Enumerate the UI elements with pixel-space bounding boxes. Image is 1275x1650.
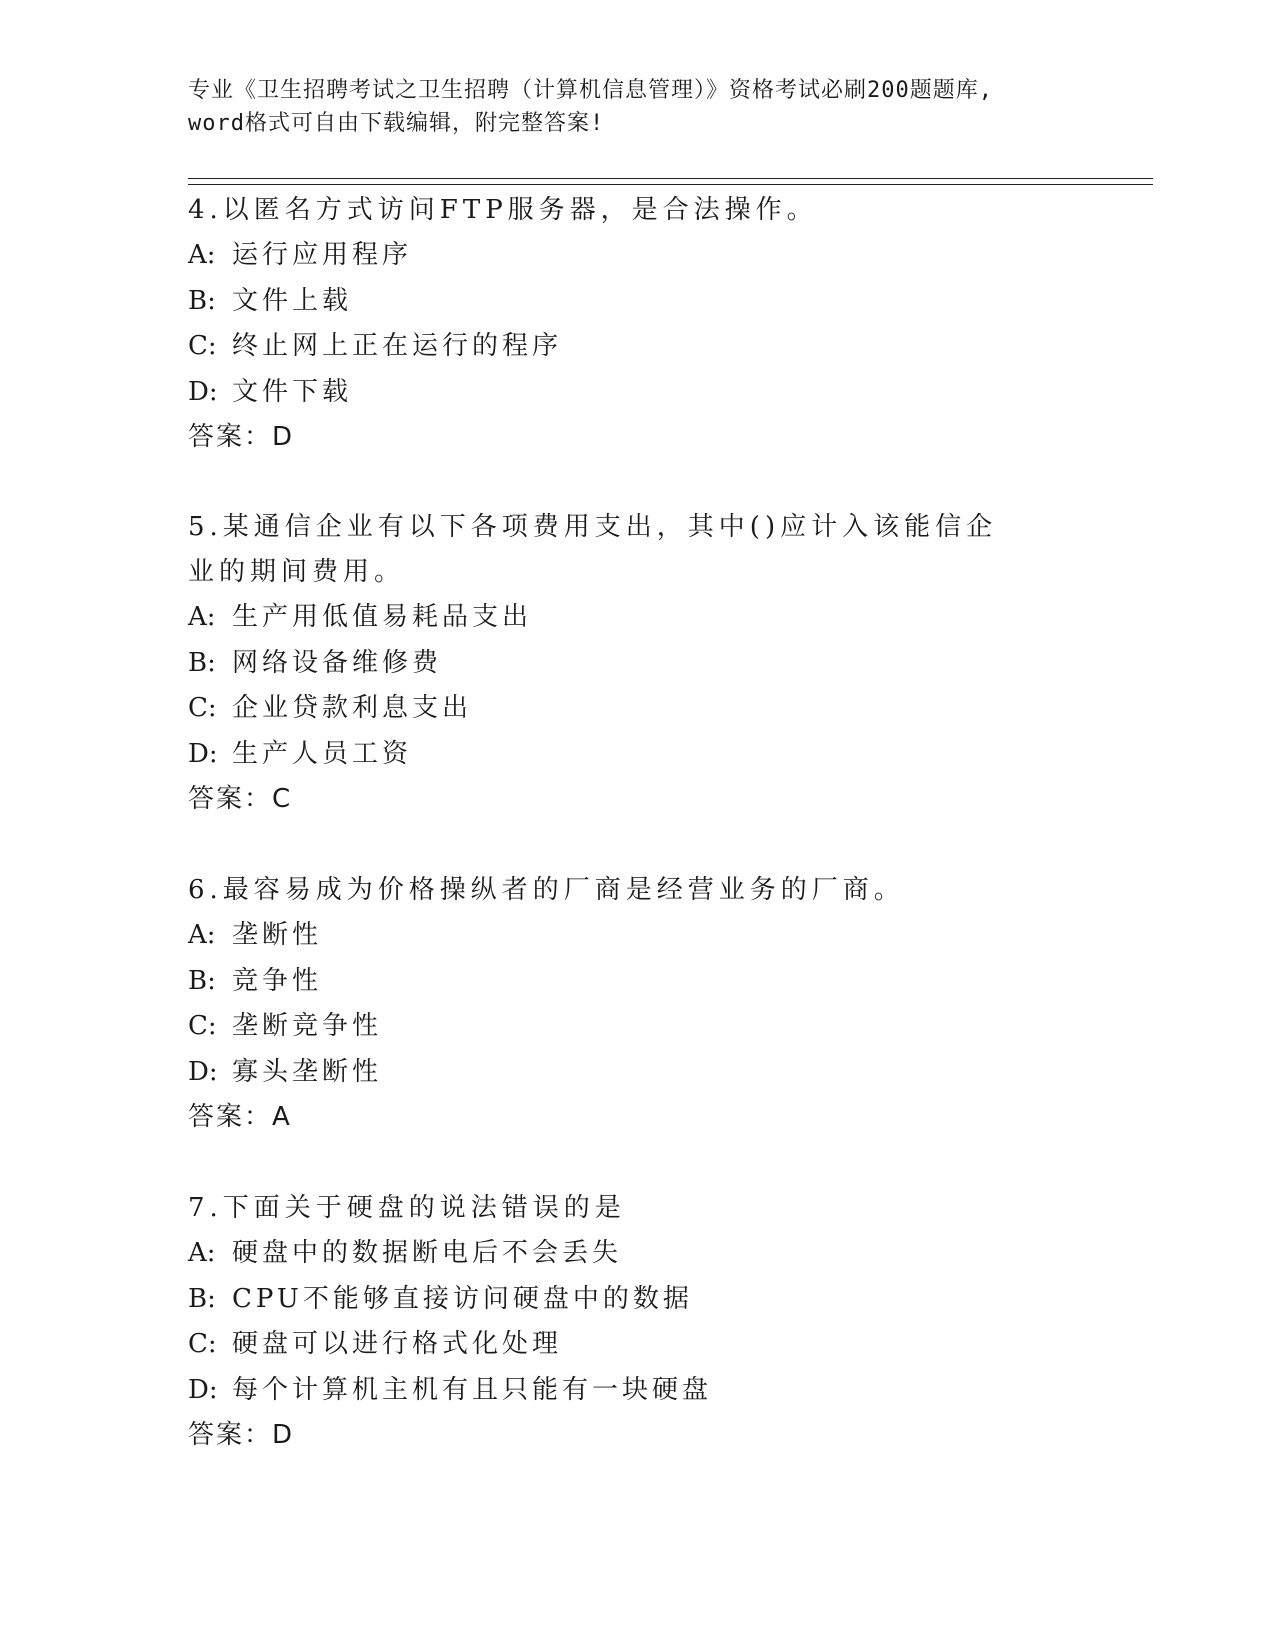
option-text: 运行应用程序: [232, 240, 413, 270]
option-text: 文件上载: [232, 285, 353, 316]
header-divider-bottom: [188, 184, 1153, 185]
option-a: [188, 233, 1088, 279]
option-b: [188, 1277, 1088, 1323]
answer-line: 答案：A: [188, 1102, 292, 1132]
question-5: [188, 505, 1088, 823]
option-text: 文件下载: [232, 376, 353, 407]
answer-line: 答案：D: [188, 422, 295, 452]
option-label: D:: [188, 738, 218, 769]
option-label: A:: [188, 920, 216, 950]
option-c: [188, 324, 1088, 370]
question-stem: 7.下面关于硬盘的说法错误的是: [188, 1193, 626, 1223]
header-divider-top: [188, 178, 1153, 179]
option-label: B:: [188, 285, 216, 316]
question-4: [188, 188, 1088, 461]
option-text: 垄断竞争性: [232, 1011, 383, 1041]
option-label: C:: [188, 331, 217, 361]
question-6: [188, 868, 1088, 1141]
option-d: [188, 370, 1088, 416]
option-label: A:: [188, 1238, 216, 1268]
header-subtitle-line: word格式可自由下载编辑，附完整答案!: [188, 111, 605, 136]
option-label: B:: [188, 1283, 216, 1314]
option-text: 寡头垄断性: [232, 1056, 383, 1087]
option-text: 企业贷款利息支出: [232, 693, 473, 723]
option-text: 生产人员工资: [232, 738, 413, 769]
option-text: 垄断性: [232, 920, 323, 950]
option-text: 竞争性: [232, 965, 323, 996]
option-label: C:: [188, 1329, 217, 1359]
option-label: C:: [188, 693, 217, 723]
option-text: 硬盘中的数据断电后不会丢失: [232, 1238, 623, 1268]
option-label: A:: [188, 240, 216, 270]
option-label: D:: [188, 1374, 218, 1405]
option-b: [188, 641, 1088, 687]
option-text: 每个计算机主机有且只能有一块硬盘: [232, 1374, 713, 1405]
option-d: [188, 1050, 1088, 1096]
option-label: D:: [188, 1056, 218, 1087]
option-text: CPU不能够直接访问硬盘中的数据: [232, 1283, 693, 1314]
option-text: 终止网上正在运行的程序: [232, 331, 563, 361]
option-d: [188, 732, 1088, 778]
option-text: 生产用低值易耗品支出: [232, 602, 533, 632]
option-b: [188, 959, 1088, 1005]
option-label: A:: [188, 602, 216, 632]
option-b: [188, 279, 1088, 325]
option-label: D:: [188, 376, 218, 407]
option-c: [188, 1322, 1088, 1368]
option-a: [188, 595, 1088, 641]
question-stem: 4.以匿名方式访问FTP服务器，是合法操作。: [188, 195, 818, 225]
option-label: C:: [188, 1011, 217, 1041]
question-7: [188, 1186, 1088, 1459]
answer-line: 答案：C: [188, 784, 293, 814]
option-label: B:: [188, 647, 216, 678]
answer-line: 答案：D: [188, 1420, 295, 1450]
option-text: 硬盘可以进行格式化处理: [232, 1329, 563, 1359]
option-text: 网络设备维修费: [232, 647, 443, 678]
option-a: [188, 1231, 1088, 1277]
question-stem: 5.某通信企业有以下各项费用支出，其中()应计入该能信企业的期间费用。: [188, 512, 998, 587]
option-c: [188, 686, 1088, 732]
header-title-line: 专业《卫生招聘考试之卫生招聘（计算机信息管理）》资格考试必刷200题题库,: [188, 78, 993, 103]
document-header: [188, 74, 1088, 140]
option-a: [188, 913, 1088, 959]
option-d: [188, 1368, 1088, 1414]
option-c: [188, 1004, 1088, 1050]
option-label: B:: [188, 965, 216, 996]
question-stem: 6.最容易成为价格操纵者的厂商是经营业务的厂商。: [188, 875, 905, 905]
